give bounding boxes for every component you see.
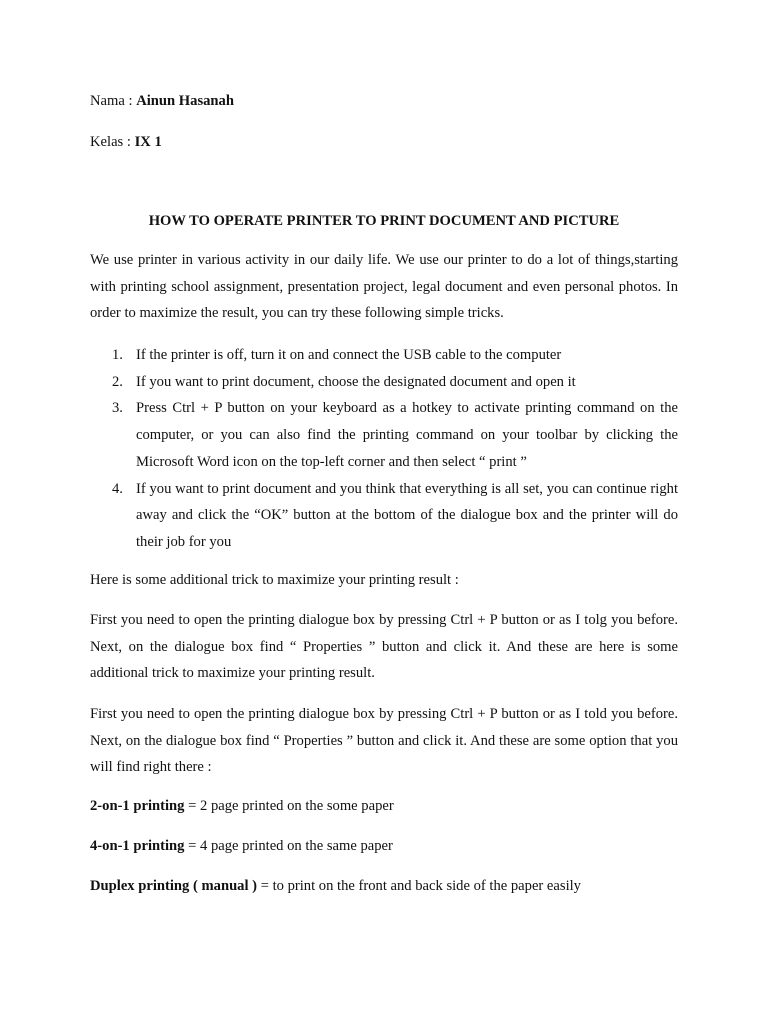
list-item [90, 342, 678, 369]
intro-paragraph: We use printer in various activity in our daily life. We use our printer to do a lot of things,starting with printing school assignment, presentation project, legal document and even personal photos. In order to maximize the result, you can try these following simple tricks. [90, 252, 678, 321]
class-line [90, 134, 162, 151]
name-value: Ainun Hasanah [136, 93, 234, 109]
step-number: 3. [112, 400, 123, 417]
second-paragraph: First you need to open the printing dialogue box by pressing Ctrl + P button or as I told you before. Next, on the dialogue box find “ Properties ” button and click it. And these are some option that you will find right there : [90, 706, 678, 775]
option-term: 2-on-1 printing [90, 798, 185, 814]
step-text: If you want to print document, choose the designated document and open it [136, 373, 576, 390]
option-2on1 [90, 798, 394, 815]
option-4on1 [90, 838, 393, 855]
class-value: IX 1 [134, 134, 162, 150]
step-text: If you want to print document and you think that everything is all set, you can continue right away and click the “OK” button at the bottom of the dialogue box and the printer will do their job for you [136, 480, 678, 550]
step-number: 1. [112, 347, 123, 363]
option-term: 4-on-1 printing [90, 838, 185, 854]
document-title: HOW TO OPERATE PRINTER TO PRINT DOCUMENT AND PICTURE [148, 213, 620, 229]
option-desc: = 2 page printed on the some paper [184, 798, 394, 814]
step-text: If the printer is off, turn it on and connect the USB cable to the computer [136, 347, 562, 363]
first-paragraph: First you need to open the printing dialogue box by pressing Ctrl + P button or as I tolg you before. Next, on the dialogue box find “ Properties ” button and click it. And these are here is some additional trick to maximize your printing result. [90, 612, 678, 681]
option-desc: = to print on the front and back side of the paper easily [257, 878, 581, 894]
option-duplex [90, 878, 581, 895]
class-label: Kelas : [90, 134, 135, 150]
option-desc: = 4 page printed on the same paper [184, 838, 393, 854]
name-line [90, 93, 234, 110]
additional-trick-line: Here is some additional trick to maximize your printing result : [90, 572, 459, 588]
list-item [90, 395, 678, 475]
name-label: Nama : [90, 93, 137, 109]
step-text: Press Ctrl + P button on your keyboard as a hotkey to activate printing command on the computer, or you can also find the printing command on your toolbar by clicking the Microsoft Word icon on the top-left corner and then select “ print ” [136, 400, 678, 470]
list-item [90, 369, 678, 396]
steps-list [90, 342, 678, 556]
option-term: Duplex printing ( manual ) [90, 878, 258, 894]
step-number: 4. [112, 480, 123, 497]
list-item [90, 476, 678, 556]
step-number: 2. [112, 373, 123, 390]
